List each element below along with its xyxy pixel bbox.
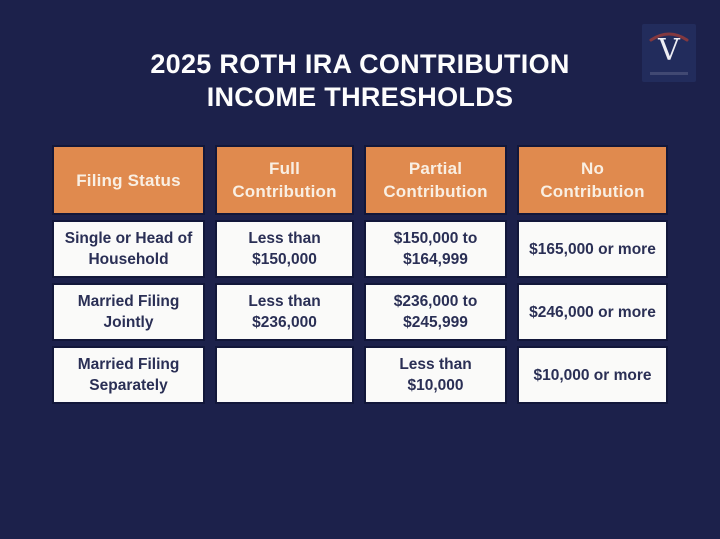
cell-line: $150,000	[252, 251, 317, 268]
cell-line: Household	[88, 251, 169, 268]
cell-line: $245,999	[403, 314, 468, 331]
cell-line: Less than	[248, 293, 321, 310]
header-line: No	[580, 159, 605, 178]
header-cell-full-contribution	[215, 145, 354, 215]
cell-joint-no-contribution	[517, 283, 668, 341]
cell-separate-filing-status	[52, 346, 205, 404]
cell-line: $10,000	[407, 377, 464, 394]
cell-single-partial-contribution	[364, 220, 507, 278]
cell-joint-partial-contribution	[364, 283, 507, 341]
cell-line: Married Filing	[77, 356, 180, 373]
cell-single-full-contribution	[215, 220, 354, 278]
brand-logo	[642, 24, 696, 82]
cell-separate-no-contribution	[517, 346, 668, 404]
header-cell-partial-contribution	[364, 145, 507, 215]
cell-line: $246,000 or more	[529, 303, 656, 321]
cell-line: $10,000 or more	[533, 366, 652, 384]
cell-single-no-contribution	[517, 220, 668, 278]
cell-line: Less than	[248, 230, 321, 247]
header-line: Partial	[408, 159, 463, 178]
cell-line: Single or Head of	[64, 230, 193, 247]
header-line: Filing Status	[76, 170, 181, 190]
page-title	[0, 48, 720, 114]
header-cell-no-contribution	[517, 145, 668, 215]
cell-single-filing-status	[52, 220, 205, 278]
cell-line: $236,000 to	[393, 293, 478, 310]
cell-joint-filing-status	[52, 283, 205, 341]
header-line: Contribution	[232, 182, 337, 201]
header-line: Contribution	[383, 182, 488, 201]
cell-line: $165,000 or more	[529, 240, 656, 258]
header-line: Full	[268, 159, 300, 178]
cell-line: $150,000 to	[393, 230, 478, 247]
cell-line: Separately	[89, 377, 168, 394]
header-cell-filing-status	[52, 145, 205, 215]
header-line: Contribution	[540, 182, 645, 201]
cell-line: Less than	[399, 356, 472, 373]
logo-tagline	[650, 72, 688, 75]
cell-line: $164,999	[403, 251, 468, 268]
cell-line: Jointly	[103, 314, 154, 331]
cell-separate-full-contribution	[215, 346, 354, 404]
cell-separate-partial-contribution	[364, 346, 507, 404]
page-title-line-2: INCOME THRESHOLDS	[206, 82, 514, 112]
cell-line: $236,000	[252, 314, 317, 331]
page-title-line-1: 2025 ROTH IRA CONTRIBUTION	[150, 49, 570, 79]
thresholds-table	[52, 145, 668, 404]
cell-joint-full-contribution	[215, 283, 354, 341]
logo-letter: V	[658, 33, 680, 68]
cell-line: Married Filing	[77, 293, 180, 310]
